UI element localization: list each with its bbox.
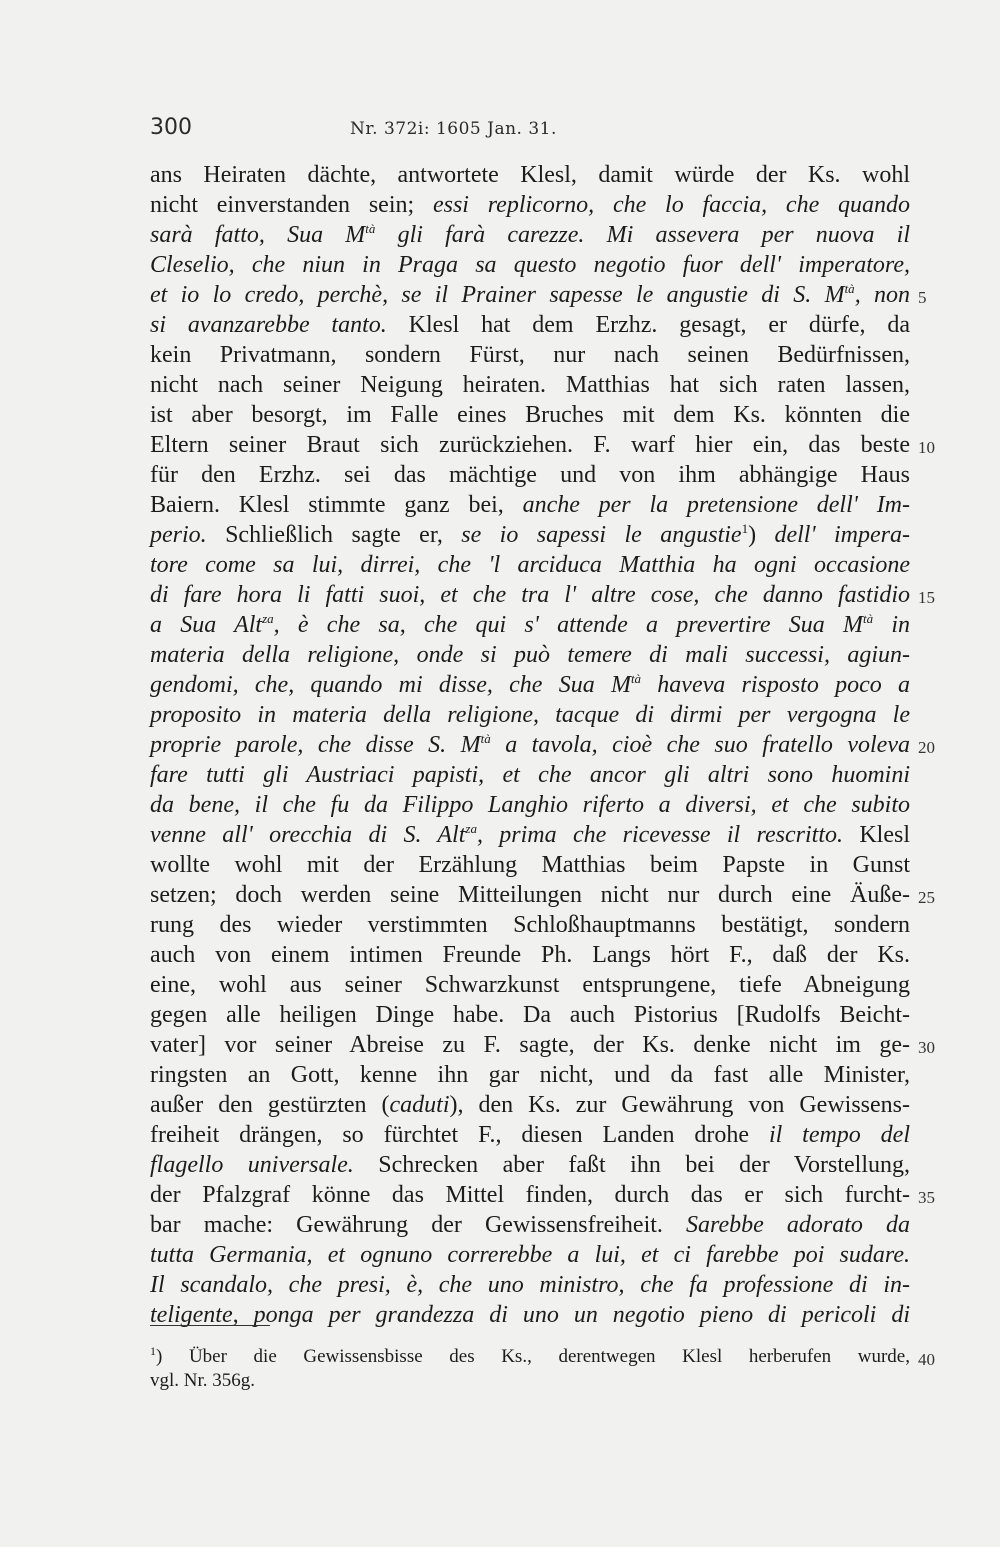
line-number: 5 bbox=[918, 288, 927, 307]
text-line: auch von einem intimen Freunde Ph. Langs hört F., daß der Ks. bbox=[150, 942, 910, 968]
text-line: sarà fatto, Sua $M^{tà}$ gli farà carezze. Mi assevera per nuova il bbox=[150, 221, 910, 248]
line-number: 25 bbox=[918, 888, 935, 907]
text-line: der Pfalzgraf könne das Mittel finden, durch das er sich furcht- bbox=[150, 1182, 910, 1208]
text-line: außer den gestürzten (caduti), den Ks. zur Gewährung von Gewissens- bbox=[150, 1092, 910, 1118]
page-header bbox=[150, 115, 910, 145]
text-line: gendomi, che, quando mi disse, che Sua $M^{tà}$ haveva risposto poco a bbox=[150, 671, 910, 698]
text-line: nicht nach seiner Neigung heiraten. Matthias hat sich raten lassen, bbox=[150, 372, 910, 398]
line-number: 40 bbox=[918, 1350, 935, 1369]
footnote-rule bbox=[150, 1325, 270, 1326]
text-line: da bene, il che fu da Filippo Langhio riferto a diversi, et che subito bbox=[150, 792, 910, 818]
text-line: perio. Schließlich sagte er, se io sapessi le angustie$^1$) dell' impera- bbox=[150, 521, 910, 548]
text-line: flagello universale. Schrecken aber faßt ihn bei der Vorstellung, bbox=[150, 1152, 911, 1178]
text-line: wollte wohl mit der Erzählung Matthias beim Papste in Gunst bbox=[150, 852, 910, 878]
text-line: teligente, ponga per grandezza di uno un negotio pieno di pericoli di bbox=[150, 1302, 910, 1328]
text-line: fare tutti gli Austriaci papisti, et che ancor gli altri sono huomini bbox=[150, 762, 910, 788]
text-line: proprie parole, che disse S. $M^{tà}$ a tavola, cioè che suo fratello voleva bbox=[150, 731, 910, 758]
text-line: tore come sa lui, dirrei, che 'l arciduca Matthia ha ogni occasione bbox=[150, 552, 910, 578]
text-line: für den Erzhz. sei das mächtige und von ihm abhängige Haus bbox=[150, 462, 910, 488]
footnote-marker: 1 bbox=[741, 521, 749, 536]
text-line: tutta Germania, et ognuno correrebbe a lui, et ci farebbe poi sudare. bbox=[150, 1242, 910, 1268]
text-line: freiheit drängen, so fürchtet F., diesen Landen drohe il tempo del bbox=[150, 1122, 911, 1148]
text-line: rung des wieder verstimmten Schloßhauptmanns bestätigt, sondern bbox=[150, 912, 910, 938]
line-number: 10 bbox=[918, 438, 935, 457]
text-line: eine, wohl aus seiner Schwarzkunst entsprungene, tiefe Abneigung bbox=[150, 972, 910, 998]
line-number: 30 bbox=[918, 1038, 935, 1057]
line-number: 35 bbox=[918, 1188, 935, 1207]
text-line: a Sua Alt$^{za}$, è che sa, che qui s' attende a prevertire Sua $M^{tà}$ in bbox=[150, 611, 911, 638]
line-number: 20 bbox=[918, 738, 935, 757]
text-line: Il scandalo, che presi, è, che uno ministro, che fa professione di in- bbox=[150, 1272, 910, 1298]
text-line: Eltern seiner Braut sich zurückziehen. F. warf hier ein, das beste bbox=[150, 432, 910, 458]
text-line: materia della religione, onde si può temere di mali successi, agiun- bbox=[150, 642, 910, 668]
text-line: di fare hora li fatti suoi, et che tra l' altre cose, che danno fastidio bbox=[150, 582, 910, 608]
text-line: nicht einverstanden sein; essi replicorno, che lo faccia, che quando bbox=[150, 192, 910, 218]
running-head: Nr. 372i: 1605 Jan. 31. bbox=[350, 119, 557, 139]
text-line: setzen; doch werden seine Mitteilungen nicht nur durch eine Äuße- bbox=[150, 882, 910, 908]
text-line: ist aber besorgt, im Falle eines Bruches mit dem Ks. könnten die bbox=[150, 402, 910, 428]
footnote-line: vgl. Nr. 356g. bbox=[150, 1370, 256, 1391]
text-line: Baiern. Klesl stimmte ganz bei, anche per la pretensione dell' Im- bbox=[150, 492, 911, 518]
text-line: venne all' orecchia di S. Alt$^{za}$, prima che ricevesse il rescritto. Klesl bbox=[150, 821, 910, 848]
footnote-marker: 1 bbox=[150, 1344, 156, 1358]
line-number: 15 bbox=[918, 588, 935, 607]
page-number: 300 bbox=[150, 115, 192, 140]
text-line: Cleselio, che niun in Praga sa questo negotio fuor dell' imperatore, bbox=[150, 252, 910, 278]
footnote-line: $^1$) Über die Gewissensbisse des Ks., derentwegen Klesl herberufen wurde, bbox=[150, 1344, 910, 1367]
text-line: bar mache: Gewährung der Gewissensfreiheit. Sarebbe adorato da bbox=[150, 1212, 911, 1238]
text-line: ans Heiraten dächte, antwortete Klesl, damit würde der Ks. wohl bbox=[150, 162, 910, 188]
text-line: ringsten an Gott, kenne ihn gar nicht, und da fast alle Minister, bbox=[150, 1062, 910, 1088]
text-line: gegen alle heiligen Dinge habe. Da auch Pistorius [Rudolfs Beicht- bbox=[150, 1002, 910, 1028]
text-line: si avanzarebbe tanto. Klesl hat dem Erzhz. gesagt, er dürfe, da bbox=[150, 312, 910, 338]
text-line: proposito in materia della religione, tacque di dirmi per vergogna le bbox=[150, 702, 910, 728]
text-line: kein Privatmann, sondern Fürst, nur nach seinen Bedürfnissen, bbox=[150, 342, 910, 368]
text-line: vater] vor seiner Abreise zu F. sagte, der Ks. denke nicht im ge- bbox=[150, 1032, 910, 1058]
text-line: et io lo credo, perchè, se il Prainer sapesse le angustie di S. $M^{tà}$, non bbox=[150, 281, 911, 308]
